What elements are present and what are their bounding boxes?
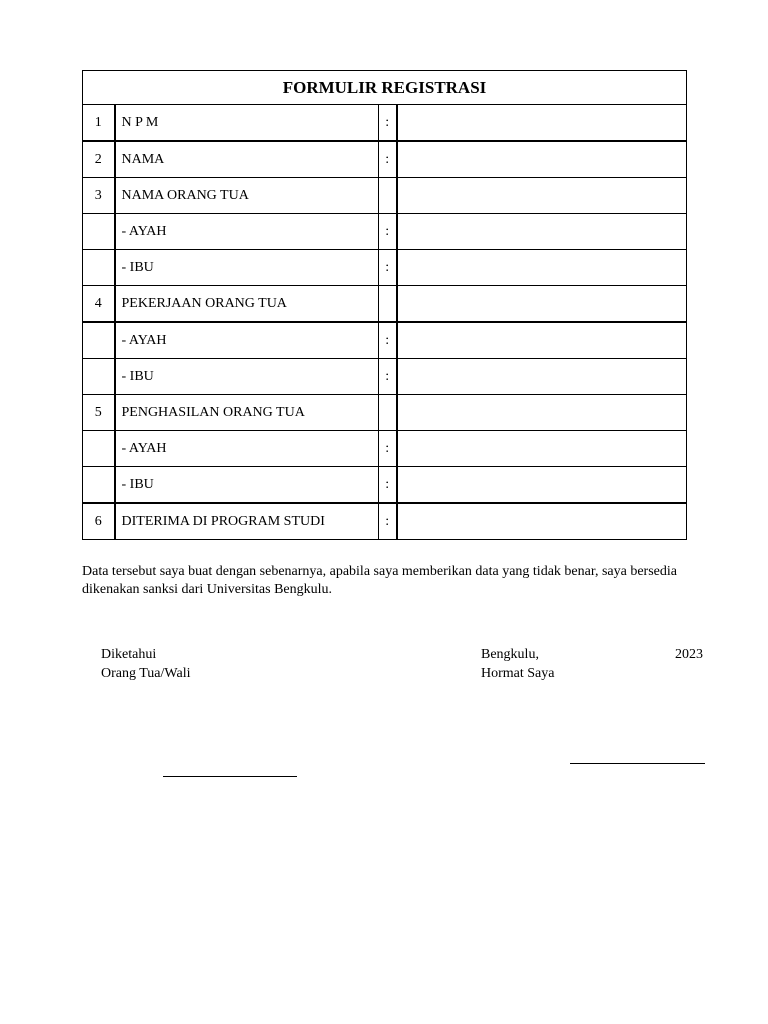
row-colon: : [379,359,397,395]
row-label: NAMA [115,141,379,178]
row-label: - IBU [115,467,379,504]
row-number: 4 [83,286,115,323]
form-row-nama [83,141,687,178]
row-label: PEKERJAAN ORANG TUA [115,286,379,323]
form-row-pekerjaan-ayah [83,322,687,359]
pekerjaan-ayah-field[interactable] [397,322,687,359]
penghasilan-ayah-field[interactable] [397,431,687,467]
row-colon [379,178,397,214]
form-row-penghasilan-orang-tua [83,395,687,431]
row-number: 1 [83,105,115,142]
place-label: Bengkulu, [481,647,539,662]
row-colon: : [379,250,397,286]
row-number: 6 [83,503,115,540]
row-number [83,250,115,286]
row-colon: : [379,141,397,178]
row-colon: : [379,214,397,250]
form-title: FORMULIR REGISTRASI [83,71,687,105]
form-row-nama-orang-tua [83,178,687,214]
row-number [83,467,115,504]
form-row-nama-ayah [83,214,687,250]
respectfully-label: Hormat Saya [481,666,555,681]
nama-orang-tua-field [397,178,687,214]
applicant-signature-line [570,763,705,764]
penghasilan-ibu-field[interactable] [397,467,687,504]
pekerjaan-orang-tua-field [397,286,687,323]
form-row-program-studi [83,503,687,540]
row-colon: : [379,467,397,504]
parent-guardian-label: Orang Tua/Wali [101,666,191,681]
row-colon [379,395,397,431]
row-label: - IBU [115,359,379,395]
declaration-statement: Data tersebut saya buat dengan sebenarnya, apabila saya memberikan data yang tidak benar, saya bersedia dikenakan sanksi dari Universitas Bengkulu. [82,564,677,597]
pekerjaan-ibu-field[interactable] [397,359,687,395]
form-row-npm [83,105,687,142]
row-number [83,359,115,395]
form-row-penghasilan-ayah [83,431,687,467]
row-label: - AYAH [115,214,379,250]
registration-form-table [82,70,687,540]
nama-ibu-field[interactable] [397,250,687,286]
program-studi-field[interactable] [397,503,687,540]
row-colon: : [379,322,397,359]
row-label: PENGHASILAN ORANG TUA [115,395,379,431]
row-number: 5 [83,395,115,431]
row-number: 3 [83,178,115,214]
row-label: - AYAH [115,431,379,467]
row-number [83,214,115,250]
nama-ayah-field[interactable] [397,214,687,250]
acknowledged-label: Diketahui [101,647,157,662]
row-label: DITERIMA DI PROGRAM STUDI [115,503,379,540]
form-row-nama-ibu [83,250,687,286]
guardian-signature-line [163,776,297,777]
form-row-penghasilan-ibu [83,467,687,504]
row-number: 2 [83,141,115,178]
form-row-pekerjaan-orang-tua [83,286,687,323]
row-label: - IBU [115,250,379,286]
row-colon: : [379,431,397,467]
penghasilan-orang-tua-field [397,395,687,431]
year-label: 2023 [675,647,703,662]
row-label: - AYAH [115,322,379,359]
npm-field[interactable] [397,105,687,142]
row-colon [379,286,397,323]
row-colon: : [379,503,397,540]
form-title-row [83,71,687,105]
row-number [83,431,115,467]
row-number [83,322,115,359]
row-colon: : [379,105,397,142]
row-label: N P M [115,105,379,142]
form-row-pekerjaan-ibu [83,359,687,395]
row-label: NAMA ORANG TUA [115,178,379,214]
nama-field[interactable] [397,141,687,178]
